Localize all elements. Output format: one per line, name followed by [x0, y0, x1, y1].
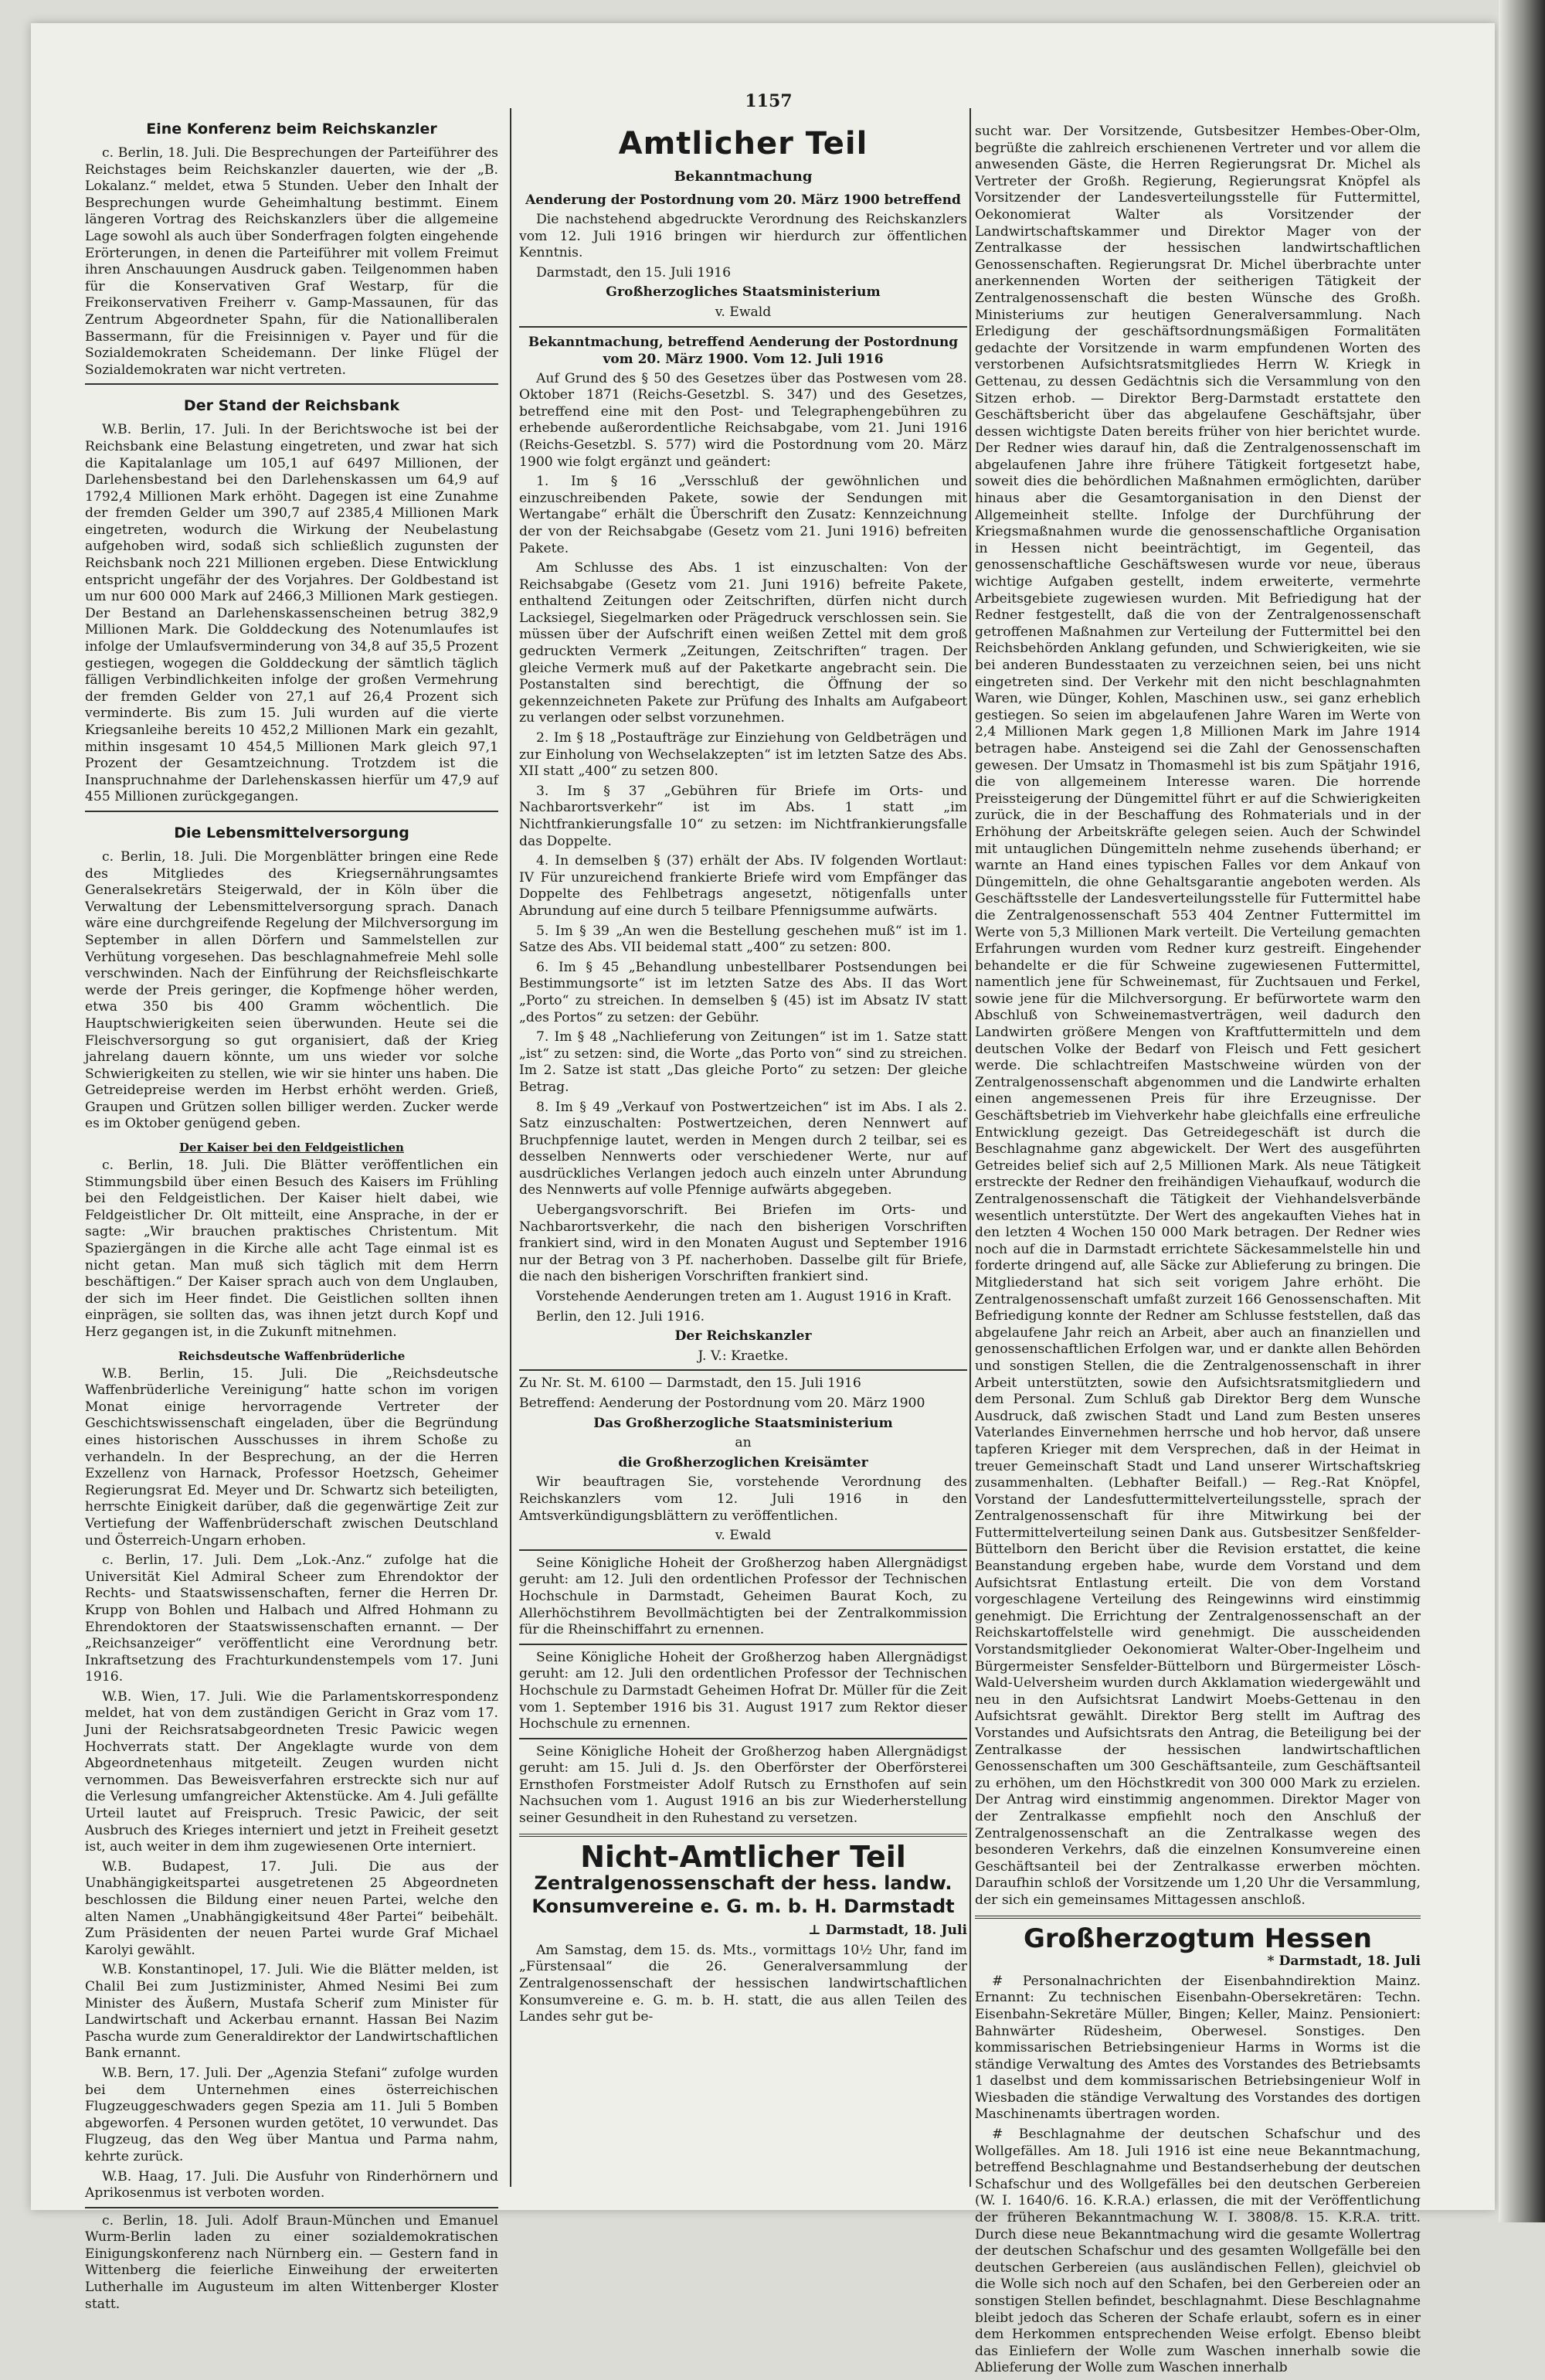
article-paragraph: c. Berlin, 17. Juli. Dem „Lok.-Anz.“ zufolge hat die Universität Kiel Admiral Scheer zum Ehrendoktor der Rechts- und Staatswissenschaften, ferner die Herren Dr. Krupp von Bohlen und Halbach und Alfred Hohmann zu Ehrendoktoren der Staatswissenschaften ernannt. — Der „Reichsanzeiger“ veröffentlicht eine Verordnung betr. Inkraftsetzung des Frachturkundenstempels vom 17. Juni 1916. [85, 1552, 498, 1685]
article-paragraph: Seine Königliche Hoheit der Großherzog haben Allergnädigst geruht: am 12. Juli den ordentlichen Professor der Technischen Hochschule zu Darmstadt Geheimen Hofrat Dr. Müller für die Zeit vom 1. September 1916 bis 31. August 1917 zum Rektor dieser Hochschule zu ernennen. [519, 1649, 967, 1732]
dateline: * Darmstadt, 18. Juli [1267, 1953, 1421, 1970]
article-paragraph: 6. Im § 45 „Behandlung unbestellbarer Postsendungen bei Bestimmungsorte“ ist im letzten Satze des Abs. II das Wort „Porto“ zu streichen. In demselben § (45) ist im Absatz IV statt „des Portos“ zu setzen: der Gebühr. [519, 959, 967, 1025]
article-paragraph: Am Samstag, dem 15. ds. Mts., vormittags 10½ Uhr, fand im „Fürstensaal“ die 26. Generalversammlung der Zentralgenossenschaft der hessischen landwirtschaftlichen Konsumvereine e. G. m. b. H. statt, die aus allen Teilen des Landes sehr gut be- [519, 1942, 967, 2025]
article-paragraph: Auf Grund des § 50 des Gesetzes über das Postwesen vom 28. Oktober 1871 (Reichs-Gesetzbl. S. 347) und des Gesetzes, betreffend eine mit den Post- und Telegraphengebühren zu erhebende außerordentliche Reichsabgabe, vom 21. Juni 1916 (Reichs-Gesetzbl. S. 577) wird die Postordnung vom 20. März 1900 wie folgt ergänzt und geändert: [519, 370, 967, 470]
addressee-an: an [735, 1435, 752, 1451]
column-rule-1 [510, 108, 511, 2187]
chancellor-signature: J. V.: Kraetke. [698, 1348, 789, 1364]
article-paragraph: W.B. Konstantinopel, 17. Juli. Wie die Blätter melden, ist Chalil Bei zum Justizminister, Ahmed Nesimi Bei zum Minister des Äußern, Mustafa Scherif zum Minister für Landwirtschaft und Ackerbau ernannt. Hassan Bei Nazim Pascha wurde zum Generaldirektor der Landwirtschaftlichen Bank ernannt. [85, 1962, 498, 2062]
dateline: Darmstadt, den 15. Juli 1916 [536, 264, 732, 280]
article-paragraph: Die nachstehend abgedruckte Verordnung des Reichskanzlers vom 12. Juli 1916 bringen wir hierdurch zur öffentlichen Kenntnis. [519, 212, 967, 261]
divider [519, 326, 967, 328]
article-paragraph: 5. Im § 39 „An wen die Bestellung geschehen muß“ ist im 1. Satze des Abs. VII beidemal statt „400“ zu setzen: 800. [519, 923, 967, 956]
ordinance-title: Bekanntmachung, betreffend Aenderung der Postordnung vom 20. März 1900. Vom 12. Juli 1916 [528, 334, 959, 367]
column-2 [519, 116, 967, 2029]
headline-waffenbrueder: Reichsdeutsche Waffenbrüderliche [178, 1348, 406, 1363]
article-paragraph: W.B. Berlin, 15. Juli. Die „Reichsdeutsche Waffenbrüderliche Vereinigung“ hatte schon im vorigen Monat einige hervorragende Vertreter der Geschichtswissenschaft eingeladen, über die Begründung eines historischen Ausschusses in ihrem Schoße zu verhandeln. In der Besprechung, an der die Herren Exzellenz von Harnack, Professor Hoetzsch, Geheimer Regierungsrat Ed. Meyer und Dr. Schwartz sich beteiligten, herrschte Einigkeit darüber, daß die gegenwärtige Zeit zur Vertiefung der Waffenbrüderschaft zwischen Deutschland und Österreich-Ungarn erhoben. [85, 1365, 498, 1549]
announcement-title: Bekanntmachung [674, 168, 813, 185]
article-paragraph: 3. Im § 37 „Gebühren für Briefe im Orts- und Nachbarortsverkehr“ ist im Abs. 1 statt „im Nichtfrankierungsfalle 10“ zu setzen: im Nichtfrankierungsfalle das Doppelte. [519, 783, 967, 849]
article-paragraph: Uebergangsvorschrift. Bei Briefen im Orts- und Nachbarortsverkehr, die nach den bisherigen Vorschriften frankiert sind, wird in den Monaten August und September 1916 nur der Betrag von 3 Pf. nacherhoben. Dasselbe gilt für Briefe, die nach den bisherigen Vorschriften frankiert sind. [519, 1202, 967, 1285]
divider [85, 811, 498, 812]
article-paragraph: 2. Im § 18 „Postaufträge zur Einziehung von Geldbeträgen und zur Einholung von Wechselakzepten“ ist im letzten Satze des Abs. XII statt „400“ zu setzen 800. [519, 730, 967, 780]
article-paragraph: W.B. Wien, 17. Juli. Wie die Parlamentskorrespondenz meldet, hat von dem zuständigen Gericht in Graz vom 17. Juni der Reichsratsabgeordneten Tresic Pawicic wegen Hochverrats statt. Der Angeklagte wurde von dem Abgeordnetenhaus mitgeteilt. Zeugen wurden nicht vernommen. Das Beweisverfahren erstreckte sich nur auf die Verlesung umfangreicher Aktenstücke. Am 4. Juli gefällte Urteil lautet auf Freispruch. Tresic Pawicic, der seit Ausbruch des Krieges interniert und jetzt in Freiheit gesetzt ist, auch weiter in dem ihm zugewiesenen Orte interniert. [85, 1688, 498, 1855]
page-number: 1157 [745, 91, 793, 111]
column-rule-2 [969, 108, 971, 2187]
article-paragraph: # Beschlagnahme der deutschen Schafschur und des Wollgefälles. Am 18. Juli 1916 ist eine neue Bekanntmachung, betreffend Beschlagnahme und Bestandserhebung der deutschen Schafschur und des Wollgefälles bei den deutschen Gerbereien (W. I. 1640/6. 16. K.R.A.) erlassen, die mit der Veröffentlichung der früheren Bekanntmachung W. I. 3808/8. 15. K.R.A. tritt. Durch diese neue Bekanntmachung wird die gesamte Wollertrag der deutschen Schafschur und des gesamten Wollgefälle bei den deutschen Gerbereien (aus ausländischen Fellen), gleichviel ob die Wolle sich noch auf den Schafen, bei den Gerbereien oder an sonstigen Stellen befindet, beschlagnahmt. Diese Beschlagnahme bleibt jedoch das Scheren der Schafe erlaubt, sofern es in einer dem Herkommen entsprechenden Weise erfolgt. Ebenso bleibt das Einliefern der Wolle zum Waschen innerhalb sowie die Ablieferung der Wolle zum Waschen innerhalb [975, 2127, 1421, 2376]
divider [519, 1549, 967, 1551]
section-title-nonofficial: Nicht-Amtlicher Teil [580, 1839, 906, 1874]
divider [85, 2207, 498, 2208]
article-paragraph: Seine Königliche Hoheit der Großherzog haben Allergnädigst geruht: am 12. Juli den ordentlichen Professor der Technischen Hochschule in Darmstadt, Geheimen Baurat Koch, zu Allerhöchstihrem Bevollmächtigten bei der Zentralkommission für die Rheinschiffahrt zu ernennen. [519, 1555, 967, 1638]
article-paragraph: Wir beauftragen Sie, vorstehende Verordnung des Reichskanzlers vom 12. Juli 1916 in den Amtsverkündigungsblättern zu veröffentlichen. [519, 1474, 967, 1524]
binding-edge [1499, 0, 1545, 2222]
signature: v. Ewald [715, 304, 772, 320]
divider [85, 383, 498, 385]
article-paragraph: 8. Im § 49 „Verkauf von Postwertzeichen“ ist im Abs. I als 2. Satz einzuschalten: Postwertzeichen, deren Nennwert auf Bruchpfennige lautet, werden in Mengen durch 2 teilbar, sei es desselben Nennwerts oder verschiedener Werte, nur auf ausdrückliches Verlangen jedoch auch einzeln unter Abrundung des Nennwerts auf volle Pfennige aufwärts abgegeben. [519, 1099, 967, 1198]
divider [519, 1644, 967, 1645]
headline-reichsbank: Der Stand der Reichsbank [183, 397, 400, 415]
article-paragraph: W.B. Haag, 17. Juli. Die Ausfuhr von Rinderhörnern und Aprikosenmus ist verboten worden. [85, 2168, 498, 2202]
section-title-official: Amtlicher Teil [618, 126, 868, 162]
chancellor-title: Der Reichskanzler [674, 1328, 812, 1345]
column-3 [975, 124, 1421, 2380]
headline-food-supply: Die Lebensmittelversorgung [174, 824, 409, 842]
dateline: Berlin, den 12. Juli 1916. [536, 1308, 705, 1324]
article-paragraph: 7. Im § 48 „Nachlieferung von Zeitungen“ ist im 1. Satze statt „ist“ zu setzen: sind, die Worte „das Porto von“ sind zu streichen. Im 2. Satze ist statt „Das gleiche Porto“ zu setzen: Der gleiche Betrag. [519, 1029, 967, 1095]
section-title-hessen: Großherzogtum Hessen [1024, 1923, 1372, 1954]
addressee: die Großherzoglichen Kreisämter [618, 1454, 868, 1470]
addressor: Das Großherzogliche Staatsministerium [593, 1415, 893, 1431]
divider-double [975, 1916, 1421, 1919]
article-paragraph: 4. In demselben § (37) erhält der Abs. IV folgenden Wortlaut: IV Für unzureichend frankierte Briefe wird vom Empfänger das Doppelte des Fehlbetrags angesetzt, nötigenfalls unter Abrundung auf eine durch 5 teilbare Pfennigsumme aufwärts. [519, 853, 967, 919]
article-paragraph: c. Berlin, 18. Juli. Die Besprechungen der Parteiführer des Reichstages beim Reichskanzler dauerten, wie der „B. Lokalanz.“ meldet, etwa 5 Stunden. Ueber den Inhalt der Besprechungen wurde Geheimhaltung bestimmt. Einem längeren Vortrag des Reichskanzlers über die allgemeine Lage sowohl als auch über Sonderfragen folgten eingehende Erörterungen, in denen die Parteiführer mit vollem Freimut ihren Anschauungen Ausdruck gaben. Teilgenommen haben für die Konservativen Graf Westarp, für die Freikonservativen Freiherr v. Gamp-Massaunen, für das Zentrum Abgeordneter Spahn, für die Nationalliberalen Bassermann, für die Freisinnigen v. Payer und für die Sozialdemokraten Scheidemann. Der linke Flügel der Sozialdemokraten war nicht vertreten. [85, 145, 498, 378]
article-paragraph: sucht war. Der Vorsitzende, Gutsbesitzer Hembes-Ober-Olm, begrüßte die zahlreich erschienenen Vertreter und vor allem die anwesenden Gäste, die Herren Regierungsrat Dr. Michel als Vertreter der Großh. Regierung, Regierungsrat Knöpfel als Vorsitzender der Landesverteilungsstelle für Futtermittel, Oekonomierat Walter als Vorsitzender der Landwirtschaftskammer und Direktor Mager von der Zentralkasse der hessischen landwirtschaftlichen Genossenschaften. Regierungsrat Dr. Michel überbrachte unter anerkennenden Worten der seitherigen Tätigkeit der Zentralgenossenschaft die besten Wünsche des Großh. Ministeriums zur heutigen Generalversammlung. Nach Erledigung der geschäftsordnungsmäßigen Formalitäten gedachte der Vorsitzende in warm empfundenen Worten des verstorbenen Aufsichtsratsmitgliedes Herrn W. Kriegk in Gettenau, zu dessen Gedächtnis sich die Versammlung von den Sitzen erhob. — Direktor Berg-Darmstadt erstattete den Geschäftsbericht über das abgelaufene Geschäftsjahr, über dessen wichtigste Daten bereits früher von hier berichtet wurde. Der Redner wies darauf hin, daß die Zentralgenossenschaft im abgelaufenen Jahre ihre frühere Tätigkeit fortgesetzt habe, soweit dies die behördlichen Maßnahmen ermöglichten, darüber hinaus aber die Gesamtorganisation in den Dienst der Allgemeinheit stellte. Infolge der Durchführung der Kriegsmaßnahmen wurde die genossenschaftliche Organisation in Hessen nicht beeinträchtigt, im Gegenteil, das genossenschaftliche Geschäftswesen wurde vor neue, überaus wichtige Aufgaben gestellt, indem erweiterte, vermehrte Arbeitsgebiete zugewiesen wurden. Mit Befriedigung hat der Redner festgestellt, daß die von der Zentralgenossenschaft getroffenen Maßnahmen zur Verteilung der Futtermittel bei den Reichsbehörden Anklang gefunden, und Schwierigkeiten, wie sie bei anderen Bundesstaaten zu verzeichnen seien, bei uns nicht eingetreten sind. Der Verkehr mit den nicht beschlagnahmten Waren, wie Dünger, Kohlen, Maschinen usw., sei ganz erheblich gestiegen. So seien im abgelaufenen Jahre Waren im Werte von 2,4 Millionen Mark gegen 1,8 Millionen Mark im Jahre 1914 betragen habe. Ansteigend sei die Zahl der Genossenschaften gewesen. Der Umsatz in Thomasmehl ist bis zum Spätjahr 1916, die von allgemeinem Interesse waren. Die horrende Preissteigerung der Düngemittel führt er auf die Schwierigkeiten zurück, die in der Beschaffung des Rohmaterials und in der Erhöhung der Arbeitskräfte gelegen seien. Auch der Schwindel mit untauglichen Düngemitteln nehme zusehends überhand; er warnte an Hand eines typischen Falles vor dem Ankauf von Düngemitteln, die ohne Gehaltsgarantie angeboten werden. Als Geschäftsstelle der Landesverteilungsstelle für Futtermittel habe die Zentralgenossenschaft 553 404 Zentner Futtermittel im Werte von 5,3 Millionen Mark verteilt. Die Verteilung gemachten Erfahrungen wurden vom Redner kurz gestreift. Eingehender behandelte er die für Schweine zugewiesenen Futtermittel, namentlich jene für Schweinemast, für Zuchtsauen und Ferkel, sowie jene für die Milchversorgung. Er befürwortete warm den Abschluß von Schweinemastverträgen, weil dadurch den Landwirten größere Mengen von Kraftfuttermitteln und dem deutschen Volke der Bedarf von Fleisch und Fett gesichert werde. Die schlachtreifen Mastschweine würden von der Zentralgenossenschaft abgenommen und die Landwirte erhalten einen angemessenen Preis für ihre Erzeugnisse. Der Geschäftsbetrieb im Viehverkehr habe gleichfalls eine erfreuliche Entwicklung gezeigt. Das Getreidegeschäft ist durch die Beschlagnahme ganz abgewickelt. Der Wert des ausgeführten Getreides belief sich auf 2,5 Millionen Mark. Als neue Tätigkeit erstreckte der Redner den freihändigen Viehaufkauf, wodurch die Zentralgenossenschaft die Tätigkeit der Viehhandelsverbände wesentlich unterstützte. Der Wert des angekauften Viehes hat in den letzten 4 Wochen 150 000 Mark betragen. Der Redner wies noch auf die in Darmstadt errichtete Säckesammelstelle hin und forderte dringend auf, alle Säcke zur Ablieferung zu bringen. Die Mitgliederstand hat sich seit vorigem Jahre erhöht. Die Zentralgenossenschaft umfaßt zurzeit 166 Genossenschaften. Mit Befriedigung konnte der Redner am Schlusse feststellen, daß das abgelaufene Jahr reich an Arbeit, aber auch an finanziellen und genossenschaftlichen Erfolgen war, und er dankte allen Behörden und sonstigen Stellen, die die Zentralgenossenschaft in ihrer Arbeit unterstützten, sowie den Aufsichtsratsmitgliedern und dem Personal. Zum Schluß gab Direktor Berg dem Wunsche Ausdruck, daß zwischen Stadt und Land zum Besten unseres Vaterlandes Einvernehmen herrsche und hob hervor, daß unsere tapferen Krieger mit dem Versprechen, daß in der Heimat in treuer Gemeinschaft Stadt und Land unserer Wirtschaftskrieg zusammenhalten. (Lebhafter Beifall.) — Reg.-Rat Knöpfel, Vorstand der Landesfuttermittelverteilungsstelle, sprach der Zentralgenossenschaft für ihre Mitwirkung bei der Futtermittelverteilung seinen Dank aus. Gutsbesitzer Senßfelder-Büttelborn den Bericht über die Revision erstattet, die keine Beanstandung ergeben habe, wurde dem Vorstand und dem Aufsichtsrat Entlastung erteilt. Die von dem Vorstand vorgeschlagene Verteilung des Reingewinns wird einstimmig genehmigt. Die Errichtung der Zentralgenossenschaft an der Reichskartoffelstelle wird genehmigt. Die ausscheidenden Vorstandsmitglieder Oekonomierat Walter-Ober-Ingelheim und Bürgermeister Sensfelder-Büttelborn und Bürgermeister Lösch-Wald-Uelversheim wurden durch Akklamation wiedergewählt und neu in den Aufsichtsrat Landwirt Moebs-Gettenau in den Aufsichtsrat gewählt. Direktor Berg stellt im Auftrag des Vorstandes und Aufsichtsrats den Antrag, die Beteiligung bei der Zentralkasse der hessischen landwirtschaftlichen Genossenschaften um 300 Geschäftsanteile, zum Geschäftsanteil zu erhöhen, um den Höchstkredit von 300 000 Mark zu erzielen. Der Antrag wird einstimmig angenommen. Direktor Mager von der Zentralkasse empfiehlt noch den Anschluß der Zentralgenossenschaft an die Zentralkasse wegen des besonderen Verkehrs, daß die einzelnen Konsumvereine einen Geschäftsanteil bei der Zentralkasse erwerben möchten. Daraufhin schloß der Vorsitzende um 1,20 Uhr die Versammlung, der sich ein gemeinsames Mittagessen anschloß. [975, 124, 1421, 1908]
article-paragraph: W.B. Budapest, 17. Juli. Die aus der Unabhängigkeitspartei ausgetretenen 25 Abgeordneten beschlossen die Bildung einer neuen Partei, welche den alten Namen „Unabhängigkeitsund 48er Partei“ beibehält. Zum Präsidenten der neuen Partei wurde Graf Michael Karolyi gewählt. [85, 1858, 498, 1958]
article-paragraph: Am Schlusse des Abs. 1 ist einzuschalten: Von der Reichsabgabe (Gesetz vom 21. Juni 1916) befreite Pakete, enthaltend Zeitungen oder Zeitschriften, dürfen nicht durch Lacksiegel, Siegelmarken oder Prägedruck verschlossen sein. Sie müssen über der Aufschrift einen weißen Zettel mit dem groß gedruckten Vermerk „Zeitungen, Zeitschriften“ tragen. Der gleiche Vermerk muß auf der Paketkarte angebracht sein. Die Postanstalten sind berechtigt, die Öffnung der so gekennzeichneten Pakete zur Prüfung des Inhalts am Aufgabeort zu verlangen oder selbst vorzunehmen. [519, 560, 967, 726]
divider [519, 1738, 967, 1739]
article-paragraph: # Personalnachrichten der Eisenbahndirektion Mainz. Ernannt: Zu technischen Eisenbahn-Obersekretären: Techn. Eisenbahn-Sekretäre Müller, Bingen; Keller, Mainz. Pensioniert: Bahnwärter Rüdesheim, Oberwesel. Sonstiges. Den kommissarischen Betriebsingenieur Harms in Worms ist die ständige Verwaltung des Amtes des Vorstandes des Betriebsamts 1 daselbst und dem kommissarischen Betriebsingenieur Wolf in Wiesbaden die ständige Verwaltung des Vorstandes des dortigen Maschinenamts übertragen worden. [975, 1973, 1421, 2123]
divider [519, 1369, 967, 1371]
article-paragraph: c. Berlin, 18. Juli. Die Blätter veröffentlichen ein Stimmungsbild über einen Besuch des Kaisers im Frühling bei den Feldgeistlichen. Der Kaiser hielt dabei, wie Feldgeistlicher Dr. Olt mitteilt, eine Ansprache, in der er sagte: „Wir brauchen praktisches Christentum. Mit Spaziergängen in die Kirche alle acht Tage einmal ist es nicht getan. Man muß sich täglich mit dem Herrn beschäftigen.“ Der Kaiser sprach auch von dem Unglauben, der sich im Heer findet. Die Geistlichen sollten ihnen einprägen, sie sollten das, was ihnen jetzt durch Kopf und Herz gegangen ist, in die Zukunft mitnehmen. [85, 1158, 498, 1340]
article-paragraph: W.B. Berlin, 17. Juli. In der Berichtswoche ist bei der Reichsbank eine Belastung eingetreten, und zwar hat sich die Kapitalanlage um 105,1 auf 6497 Millionen, der Darlehensbestand bei den Darlehenskassen um 64,9 auf 1792,4 Millionen Mark erhöht. Dagegen ist eine Zunahme der fremden Gelder um 390,7 auf 2385,4 Millionen Mark eingetreten, wodurch die Wirkung der Neubelastung aufgehoben wird, sodaß sich schließlich zugunsten der Reichsbank noch 221 Millionen ergeben. Diese Entwicklung entspricht ungefähr der des Vorjahres. Der Goldbestand ist um nur 600 000 Mark auf 2466,3 Millionen Mark gestiegen. Der Bestand an Darlehenskassenscheinen betrug 382,9 Millionen Mark. Die Golddeckung des Notenumlaufes ist infolge der Umlaufsverminderung von 34,8 auf 35,5 Prozent gestiegen, wogegen die Golddeckung der sämtlich täglich fälligen Verbindlichkeiten infolge der großen Vermehrung der fremden Gelder von 27,1 auf 26,4 Prozent sich verminderte. Bis zum 15. Juli wurden auf die vierte Kriegsanleihe bereits 10 452,2 Millionen Mark ein gezahlt, mithin insgesamt 10 454,5 Millionen Mark gleich 97,1 Prozent der Gesamtzeichnung. Trotzdem ist die Inanspruchnahme der Darlehenskassen hierfür um 47,9 auf 455 Millionen zurückgegangen. [85, 422, 498, 805]
article-paragraph: W.B. Bern, 17. Juli. Der „Agenzia Stefani“ zufolge wurden bei dem Unternehmen eines österreichischen Flugzeuggeschwaders gegen Spezia am 11. Juli 5 Bomben abgeworfen. 4 Personen wurden getötet, 10 verwundet. Das Flugzeug, das den Weg über Mantua und Parma nahm, kehrte zurück. [85, 2065, 498, 2164]
divider-double [519, 1834, 967, 1837]
dateline: ⊥ Darmstadt, 18. Juli [807, 1923, 967, 1939]
headline-chancellor-conference: Eine Konferenz beim Reichskanzler [146, 121, 437, 138]
subject-line: Betreffend: Aenderung der Postordnung vom 20. März 1900 [519, 1396, 925, 1411]
ministry-name: Großherzogliches Staatsministerium [606, 284, 881, 301]
article-paragraph: Vorstehende Aenderungen treten am 1. August 1916 in Kraft. [536, 1289, 952, 1305]
column-1 [85, 108, 498, 2316]
article-paragraph: c. Berlin, 18. Juli. Die Morgenblätter bringen eine Rede des Mitgliedes des Kriegsernährungsamtes Generalsekretärs Steigerwald, der in Köln über die Verwaltung der Lebensmittelversorgung sprach. Danach wäre eine durchgreifende Regelung der Milchversorgung im September in allen Dörfern und Sammelstellen zur Verhütung vorgesehen. Das beschlagnahmefreie Mehl solle verschwinden. Nach der Einführung der Reichsfleischkarte werde der Preis geringer, die Kopfmenge höher werden, etwa 350 bis 400 Gramm wöchentlich. Die Hauptschwierigkeiten seien überwunden. Heute sei die Fleischversorgung so gut organisiert, daß der Krieg jahrelang dauern könnte, um uns wieder vor solche Schwierigkeiten zu stellen, wie wir sie hinter uns haben. Die Getreidepreise werden im Herbst erhöht werden. Grieß, Graupen und Grützen sollen billiger werden. Zucker werde es im Oktober genügend geben. [85, 848, 498, 1132]
article-paragraph: c. Berlin, 18. Juli. Adolf Braun-München und Emanuel Wurm-Berlin laden zu einer sozialdemokratischen Einigungskonferenz nach Nürnberg ein. — Gestern fand in Wittenberg die feierliche Einweihung der erweiterten Lutherhalle im Augusteum im alten Wittenberger Kloster statt. [85, 2212, 498, 2312]
signature: v. Ewald [715, 1528, 772, 1544]
coop-title: Zentralgenossenschaft der hess. landw. Konsumvereine e. G. m. b. H. Darmstadt [531, 1872, 955, 1918]
reference-line: Zu Nr. St. M. 6100 — Darmstadt, den 15. Juli 1916 [519, 1375, 861, 1392]
article-paragraph: Seine Königliche Hoheit der Großherzog haben Allergnädigst geruht: am 15. Juli d. Js. den Oberförster der Oberförsterei Ernsthofen Forstmeister Adolf Rutsch zu Ernsthofen auf sein Nachsuchen vom 1. August 1916 an bis zur Wiederherstellung seiner Gesundheit in den Ruhestand zu versetzen. [519, 1743, 967, 1827]
headline-kaiser: Der Kaiser bei den Feldgeistlichen [179, 1141, 404, 1155]
announcement-subtitle: Aenderung der Postordnung vom 20. März 1900 betreffend [525, 192, 961, 208]
article-paragraph: 1. Im § 16 „Versschluß der gewöhnlichen und einzuschreibenden Pakete, sowie der Sendungen mit Wertangabe“ erhält die Überschrift den Zusatz: Kennzeichnung der von der Reichsabgabe (Gesetz vom 21. Juni 1916) befreiten Pakete. [519, 474, 967, 556]
